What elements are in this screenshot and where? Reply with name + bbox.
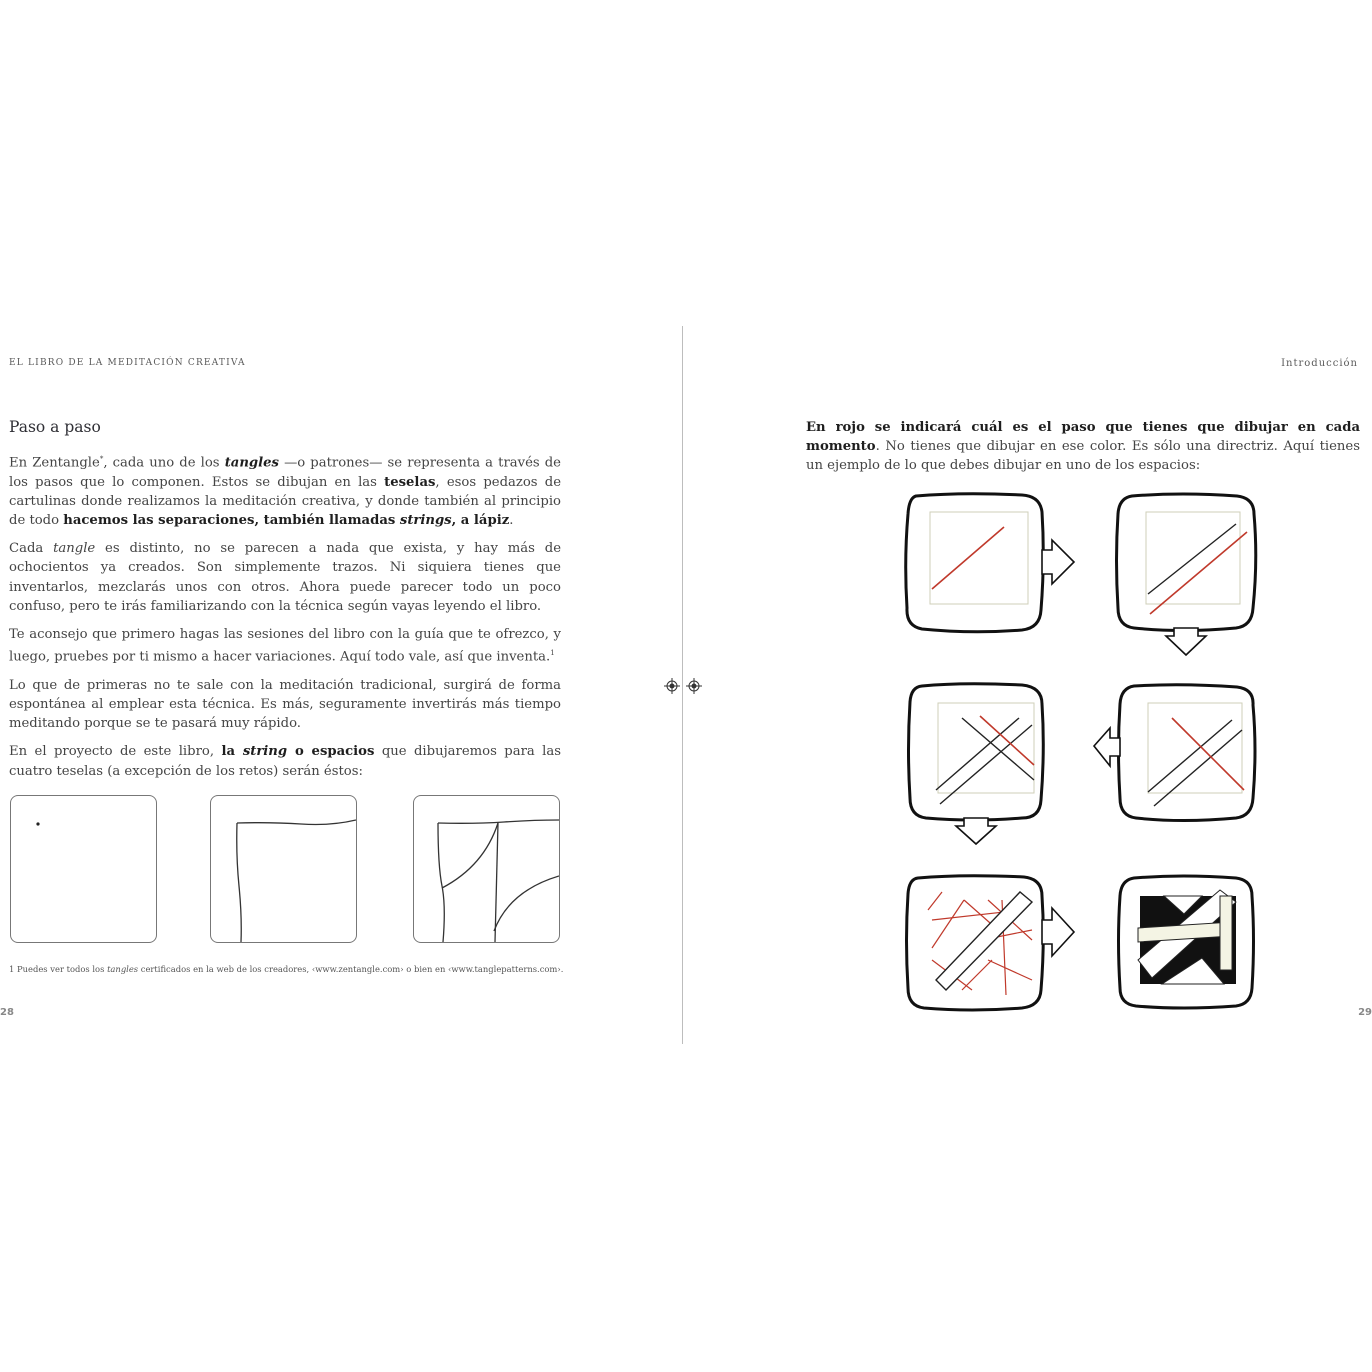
arrow-right-1-icon (1042, 540, 1074, 584)
paragraph-4: Lo que de primeras no te sale con la meditación tradicional, surgirá de forma espontánea al emplear esta técnica. Es más, seguramente invertirás más tiempo meditando porque se te pasará muy rápido. (9, 677, 561, 732)
step-1-tile (906, 494, 1044, 632)
paragraph-red-instructions: En rojo se indicará cuál es el paso que tienes que dibujar en cada momento. No tienes que dibujar en ese color. Es sólo una directriz. Aquí tienes un ejemplo de lo que debes dibujar en uno de los espacios: (806, 420, 1360, 474)
running-head-right: Introducción (1281, 358, 1358, 369)
dot-drawing-icon (11, 796, 156, 942)
arrow-down-2-icon (956, 818, 996, 844)
string-tile-corner (210, 795, 357, 943)
running-head-left: EL LIBRO DE LA MEDITACIÓN CREATIVA (9, 358, 246, 368)
step-by-step-diagram (902, 490, 1282, 1015)
divided-curves-drawing-icon (414, 796, 559, 942)
section-title: Paso a paso (9, 418, 101, 436)
arrow-left-icon (1094, 728, 1120, 766)
paragraph-1: En Zentangle*, cada uno de los tangles —o patrones— se representa a través de los pasos que lo componen. Estos se dibujan en las teselas, esos pedazos de cartulinas donde realizamos la meditación creativa, y donde también al principio de todo hacemos las separaciones, también llamadas strings, a lápiz. (9, 455, 561, 528)
string-tile-curves (413, 795, 560, 943)
string-tile-dot (10, 795, 157, 943)
footnote: 1 Puedes ver todos los tangles certificados en la web de los creadores, ‹www.zentangle.com› o bien en ‹www.tanglepatterns.com›. (9, 964, 564, 974)
corner-lines-drawing-icon (211, 796, 356, 942)
paragraph-3: Te aconsejo que primero hagas las sesiones del libro con la guía que te ofrezco, y luego, pruebes por ti mismo a hacer variaciones. Aquí todo vale, así que inventa.$^1$ (9, 627, 561, 665)
registration-marks-icon (663, 677, 705, 695)
paragraph-5: En el proyecto de este libro, la string o espacios que dibujaremos para las cuatro teselas (a excepción de los retos) serán éstos: (9, 744, 561, 779)
string-examples (10, 795, 560, 945)
page-number-right: 29 (1358, 1007, 1372, 1018)
paragraph-2: Cada tangle es distinto, no se parecen a nada que exista, y hay más de ochocientos ya creados. Son simplemente trazos. Ni siquiera tienes que inventarlos, mezclarás unos con otros. Ahora puede parecer todo un poco confuso, pero te irás familiarizando con la técnica según vayas leyendo el libro. (9, 541, 562, 614)
arrow-right-2-icon (1042, 908, 1074, 956)
left-page (0, 330, 570, 1040)
arrow-down-1-icon (1166, 628, 1206, 655)
right-page (806, 330, 1372, 1040)
step-2-tile (1117, 494, 1256, 631)
step-4-tile (1119, 685, 1256, 821)
step-3-tile (909, 684, 1044, 820)
page-number-left: 28 (0, 1007, 14, 1018)
left-body-text (9, 450, 561, 790)
right-body-text (806, 418, 1360, 485)
